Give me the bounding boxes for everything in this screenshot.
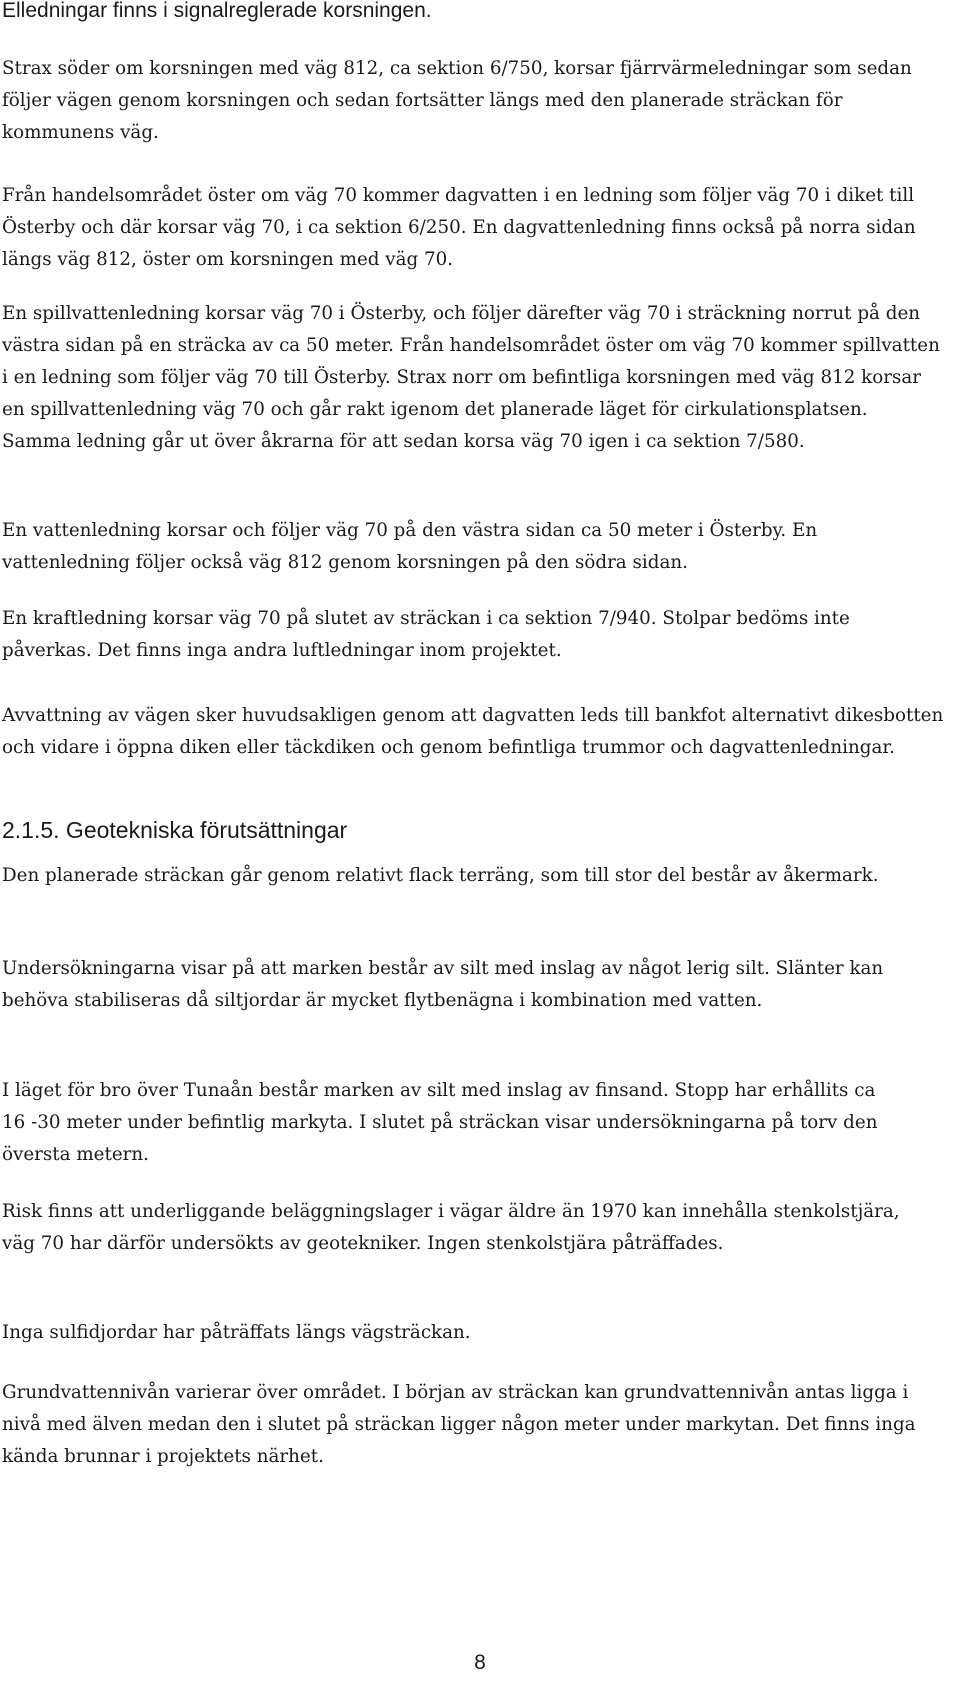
paragraph-bridge-location: I läget för bro över Tunaån består marken av silt med inslag av finsand. Stopp har erhållits ca 16 -30 meter under befintlig markyta. I slutet på sträckan visar undersökningarna på torv den översta metern. — [2, 1080, 878, 1165]
paragraph-power-line: En kraftledning korsar väg 70 på slutet av sträckan i ca sektion 7/940. Stolpar bedöms inte påverkas. Det finns inga andra luftledningar inom projektet. — [2, 608, 850, 661]
page-number: 8 — [474, 1651, 486, 1674]
paragraph-sulfide-soils: Inga sulfidjordar har påträffats längs vägsträckan. — [2, 1322, 471, 1343]
paragraph-stormwater: Från handelsområdet öster om väg 70 kommer dagvatten i en ledning som följer väg 70 i diket till Österby och där korsar väg 70, i ca sektion 6/250. En dagvattenledning finns också på norra sidan längs väg 812, öster om korsningen med väg 70. — [2, 185, 916, 270]
paragraph-wastewater: En spillvattenledning korsar väg 70 i Österby, och följer därefter väg 70 i sträckning norrut på den västra sidan på en sträcka av ca 50 meter. Från handelsområdet öster om väg 70 kommer spillvatten i en ledning som följer väg 70 till Österby. Strax norr om befintliga korsningen med väg 812 korsar en spillvattenledning väg 70 och går rakt igenom det planerade läget för cirkulationsplatsen. Samma ledning går ut över åkrarna för att sedan korsa väg 70 igen i ca sektion 7/580. — [2, 303, 940, 452]
paragraph-water-main: En vattenledning korsar och följer väg 70 på den västra sidan ca 50 meter i Österby. En vattenledning följer också väg 812 genom korsningen på den södra sidan. — [2, 520, 818, 573]
paragraph-district-heating: Strax söder om korsningen med väg 812, ca sektion 6/750, korsar fjärrvärmeledningar som sedan följer vägen genom korsningen och sedan fortsätter längs med den planerade sträckan för kommunens väg. — [2, 58, 912, 143]
lead-line: Elledningar finns i signalreglerade korsningen. — [2, 0, 432, 22]
paragraph-soil-investigation: Undersökningarna visar på att marken består av silt med inslag av något lerig silt. Slänter kan behöva stabiliseras då siltjordar är mycket flytbenägna i kombination med vatten. — [2, 958, 884, 1011]
paragraph-groundwater: Grundvattennivån varierar över området. I början av sträckan kan grundvattennivån antas ligga i nivå med älven medan den i slutet på sträckan ligger någon meter under markytan. Det finns inga kända brunnar i projektets närhet. — [2, 1382, 916, 1467]
section-heading: 2.1.5. Geotekniska förutsättningar — [2, 817, 348, 843]
paragraph-drainage: Avvattning av vägen sker huvudsakligen genom att dagvatten leds till bankfot alternativt dikesbotten och vidare i öppna diken eller täckdiken och genom befintliga trummor och dagvattenledningar. — [2, 705, 944, 758]
paragraph-terrain: Den planerade sträckan går genom relativt flack terräng, som till stor del består av åkermark. — [2, 865, 879, 886]
paragraph-coal-tar: Risk finns att underliggande beläggningslager i vägar äldre än 1970 kan innehålla stenkolstjära, väg 70 har därför undersökts av geotekniker. Ingen stenkolstjära påträffades. — [2, 1201, 900, 1254]
